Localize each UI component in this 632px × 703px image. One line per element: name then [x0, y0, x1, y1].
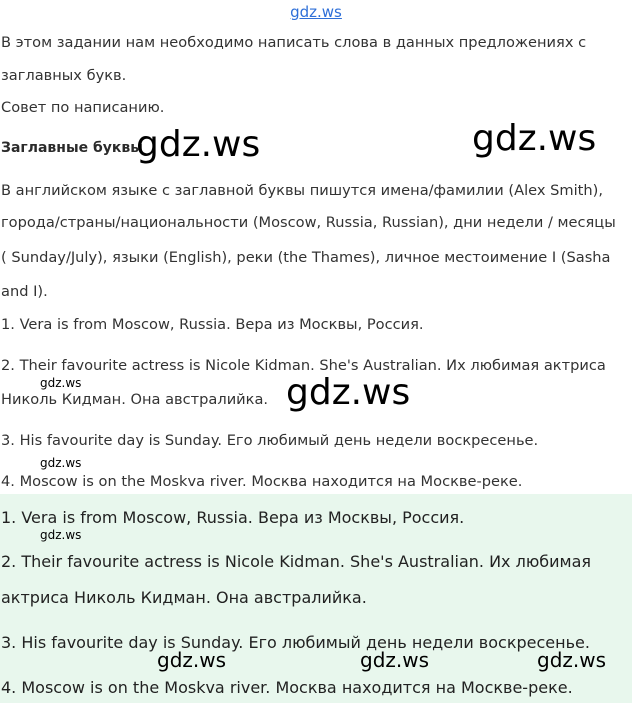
watermark: gdz.ws	[360, 648, 430, 672]
site-watermark-link[interactable]: gdz.ws	[290, 3, 342, 21]
example-line: Николь Кидман. Она австралийка.	[1, 391, 269, 408]
example-line: 4. Moscow is on the Moskva river. Москва находится на Москве-реке.	[1, 473, 523, 490]
example-line: 1. Vera is from Moscow, Russia. Вера из Москвы, Россия.	[1, 316, 424, 333]
answer-line: 1. Vera is from Moscow, Russia. Вера из Москвы, Россия.	[1, 508, 465, 527]
answer-line: 3. His favourite day is Sunday. Его любимый день недели воскресенье.	[1, 633, 590, 652]
answer-line: 2. Their favourite actress is Nicole Kidman. She's Australian. Их любимая	[1, 552, 592, 571]
section-heading: Заглавные буквы	[1, 140, 143, 156]
tip-text: Совет по написанию.	[1, 99, 165, 116]
rule-text: ( Sunday/July), языки (English), реки (the Thames), личное местоимение I (Sasha	[1, 249, 611, 266]
answer-line: актриса Николь Кидман. Она австралийка.	[1, 588, 367, 607]
watermark: gdz.ws	[157, 648, 227, 672]
watermark: gdz.ws	[40, 528, 82, 542]
intro-text: заглавных букв.	[1, 67, 127, 84]
watermark: gdz.ws	[136, 124, 261, 165]
watermark: gdz.ws	[40, 456, 82, 470]
example-line: 2. Their favourite actress is Nicole Kidman. She's Australian. Их любимая актриса	[1, 357, 606, 374]
watermark: gdz.ws	[472, 118, 597, 159]
watermark: gdz.ws	[537, 648, 607, 672]
watermark: gdz.ws	[40, 376, 82, 390]
rule-text: города/страны/национальности (Moscow, Russia, Russian), дни недели / месяцы	[1, 214, 616, 231]
intro-text: В этом задании нам необходимо написать слова в данных предложениях с	[1, 34, 587, 51]
answer-line: 4. Moscow is on the Moskva river. Москва находится на Москве-реке.	[1, 678, 573, 697]
rule-text: В английском языке с заглавной буквы пишутся имена/фамилии (Alex Smith),	[1, 182, 603, 199]
rule-text: and I).	[1, 283, 48, 300]
example-line: 3. His favourite day is Sunday. Его любимый день недели воскресенье.	[1, 432, 539, 449]
watermark: gdz.ws	[286, 372, 411, 413]
